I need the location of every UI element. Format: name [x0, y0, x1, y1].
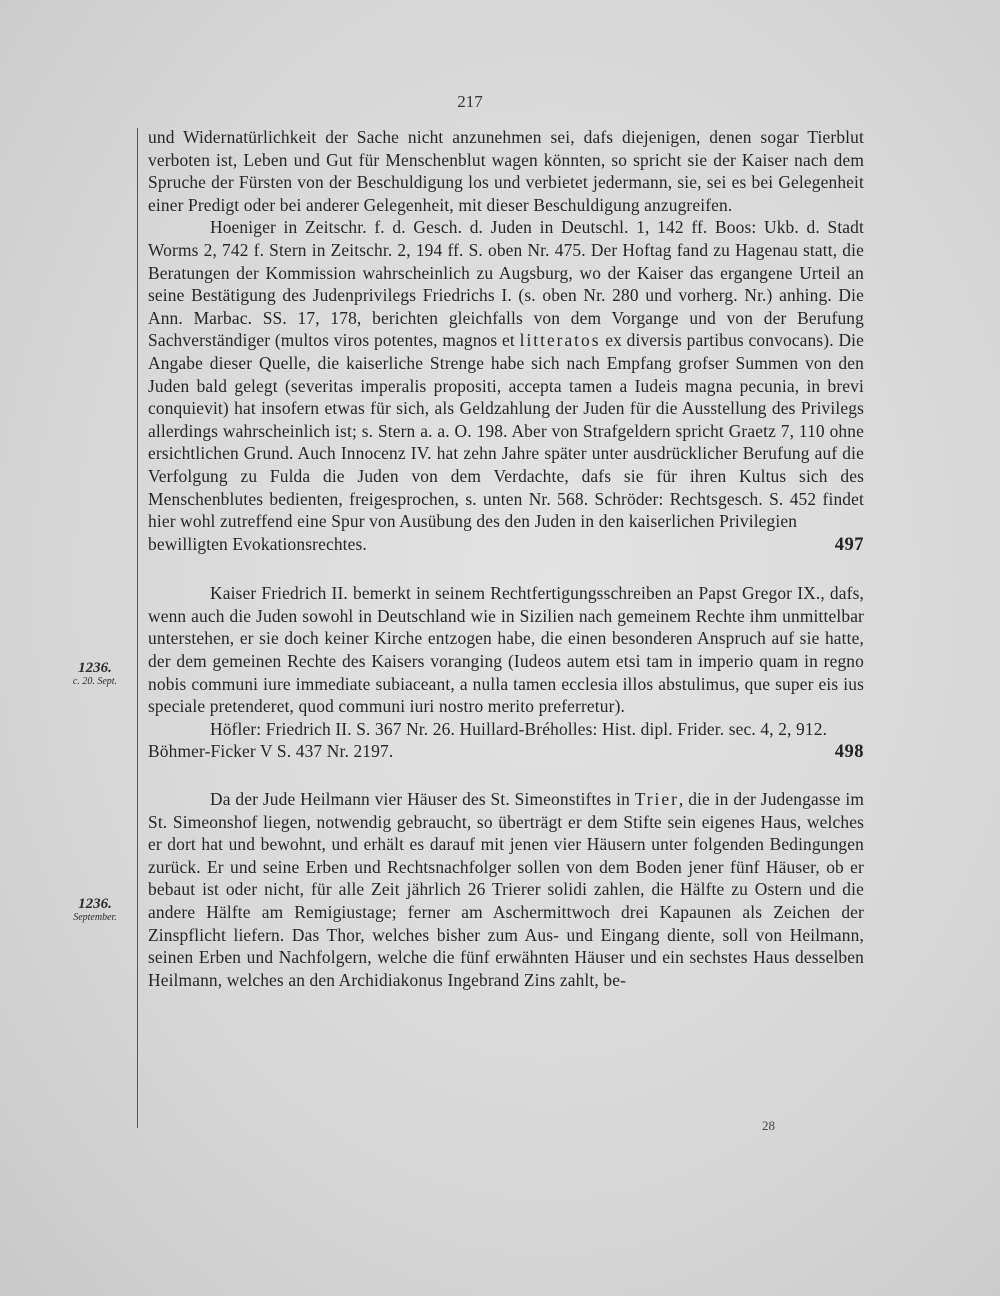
entry-closing-line — [148, 533, 864, 557]
entry-number: 498 — [834, 742, 864, 763]
margin-year: 1236. — [78, 896, 112, 912]
entry-references-part: ex diversis partibus convocans). Die Angabe dieser Quelle, die kaiserliche Strenge habe sich nach Empfang grofser Summen von den Juden bald gelegt (severitas imperalis propositi, accepta tamen a Iudeis magna pecunia, in brevi conquievit) hat insofern etwas für sich, als Geldzahlung der Juden für die Ausstellung des Privilegs allerdings wahrscheinlich ist; s. Stern a. a. O. 198. Aber von Strafgeldern spricht Graetz 7, 110 ohne ersichtlichen Grund. Auch Innocenz IV. hat zehn Jahre später unter ausdrücklicher Berufung auf die Verfolgung zu Fulda die Juden von dem Verdachte, dafs sie für ihren Kultus sich des Menschenblutes bedienten, freigesprochen, s. unten Nr. 568. Schröder: Rechtsgesch. S. 452 findet hier wohl zutreffend eine Spur von Ausübung des den Juden in den kaiserlichen Privilegien — [148, 330, 865, 532]
entry-497 — [148, 126, 864, 556]
spaced-word: Trier — [634, 789, 679, 810]
margin-date: September. — [73, 912, 117, 923]
margin-note-499 — [56, 896, 134, 924]
entry-499 — [148, 788, 864, 991]
entry-separator — [148, 764, 864, 788]
margin-rule — [137, 128, 138, 1128]
entry-number: 497 — [834, 534, 864, 555]
entry-closing-line — [148, 740, 864, 764]
margin-year: 1236. — [78, 660, 112, 676]
signature-mark: 28 — [762, 1118, 775, 1133]
margin-date: c. 20. Sept. — [72, 676, 118, 687]
page-number: 217 — [457, 92, 483, 111]
entry-text — [148, 788, 864, 991]
spaced-word: litteratos — [519, 330, 601, 351]
entry-separator — [148, 556, 864, 582]
margin-note-498 — [56, 660, 134, 688]
entry-text: und Widernatürlichkeit der Sache nicht anzunehmen sei, dafs diejenigen, denen sogar Tierblut verboten ist, Leben und Gut für Menschenblut wagen könnten, so spricht sie der Kaiser nach dem Spruche der Fürsten von der Beschuldigung los und verbietet jedermann, sie, sei es bei Gelegenheit einer Predigt oder bei anderer Gelegenheit, mit dieser Beschuldigung anzugreifen. — [148, 127, 864, 215]
entry-text: Kaiser Friedrich II. bemerkt in seinem Rechtfertigungsschreiben an Papst Gregor IX., dafs, wenn auch die Juden sowohl in Deutschland wie in Sizilien nach gemeinem Rechte ihm unmittelbar unterstehen, er sie doch keiner Kirche entzogen habe, die einen besonderen Anspruch auf sie hatte, der dem gemeinen Rechte des Kaisers voranging (Iudeos autem etsi tam in imperio quam in regno nobis communi iure immediate subiaceant, a nulla tamen ecclesia illos abstulimus, que super eis ius speciale pretenderet, quod communi iuri nostro merito preferretur). — [148, 583, 864, 717]
entry-references-part: Hoeniger in Zeitschr. f. d. Gesch. d. Juden in Deutschl. 1, 142 ff. Boos: Ukb. d. Stadt Worms 2, 742 f. Stern in Zeitschr. 2, 194 ff. S. oben Nr. 475. Der Hoftag fand zu Hagenau statt, die Beratungen der Kommission wahrscheinlich zu Augsburg, wo der Kaiser das ergangene Urteil an seine Bestätigung des Judenprivilegs Friedrichs I. (s. oben Nr. 280 und vorherg. Nr.) anhing. Die Ann. Marbac. SS. 17, 178, berichten gleichfalls von dem Vorgange und von der Berufung Sachverständiger (multos viros potentes, magnos et — [148, 217, 864, 351]
main-text-column — [148, 126, 864, 991]
entry-closing-text: Böhmer-Ficker V S. 437 Nr. 2197. — [148, 741, 394, 762]
entry-text-part: , die in der Judengasse im St. Simeonshof liegen, notwendig gebraucht, so überträgt er dem Stifte sein eigenes Haus, welches er dort hat und bewohnt, und erhält es darauf mit jenen vier Häusern unter folgenden Bedingungen zurück. Er und seine Erben und Rechtsnachfolger sollen von dem Boden jener fünf Häuser, ob er bebaut ist oder nicht, für alle Zeit jährlich 26 Trierer solidi zahlen, die Hälfte zu Ostern und die andere Hälfte am Remigiustage; ferner am Aschermittwoch drei Kapaunen als Zeichen der Zinspflicht liefern. Das Thor, welches bisher zum Aus- und Eingang diente, soll von Heilmann, seinen Erben und Nachfolgern, welche die fünf erwähnten Häuser und ein sechstes Haus desselben Heilmann, welches an den Archidiakonus Ingebrand Zins zahlt, be- — [148, 789, 864, 990]
entry-closing-text: bewilligten Evokationsrechtes. — [148, 533, 367, 554]
entry-references — [148, 216, 864, 532]
entry-text-part: Da der Jude Heilmann vier Häuser des St. Simeonstiftes in — [210, 789, 630, 810]
entry-references: Höfler: Friedrich II. S. 367 Nr. 26. Huillard-Bréholles: Hist. dipl. Frider. sec. 4, 2, 912. — [210, 718, 828, 739]
entry-498 — [148, 582, 864, 764]
